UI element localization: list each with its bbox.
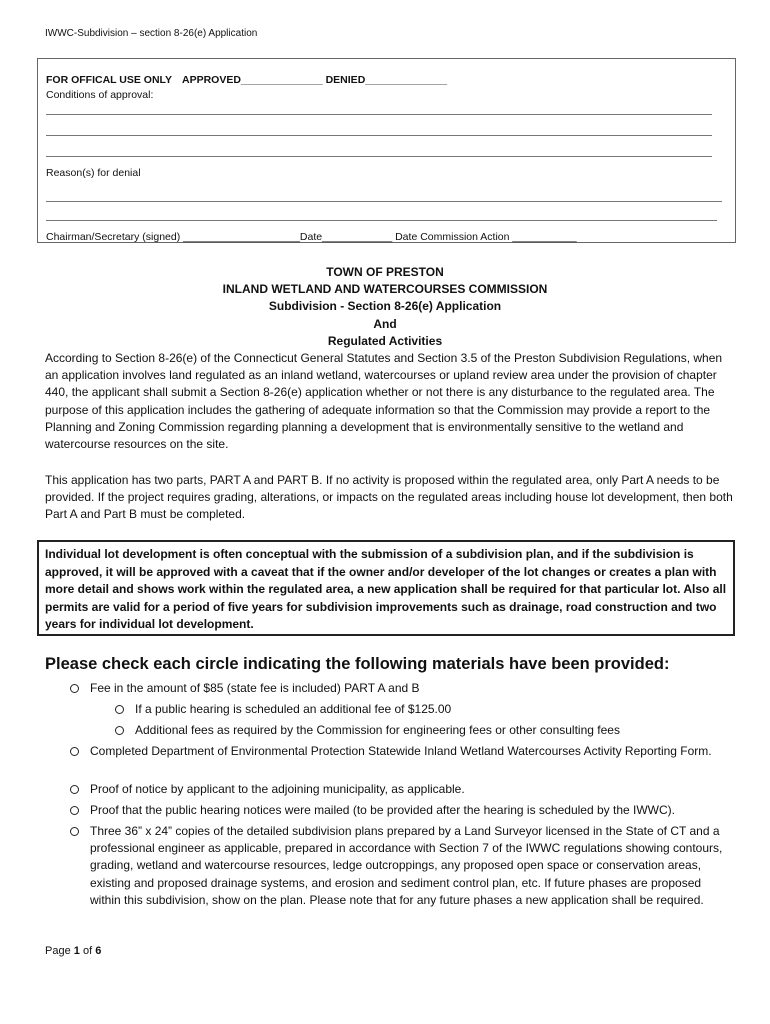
signature-line: Chairman/Secretary (signed) ____________________Date____________ Date Commission Action ___________	[46, 231, 577, 243]
reasons-line-1[interactable]	[46, 201, 722, 202]
checklist-item	[115, 722, 735, 739]
of-word: of	[82, 945, 93, 957]
running-header: IWWC-Subdivision – section 8-26(e) Application	[45, 28, 258, 39]
checklist-item-text: Fee in the amount of $85 (state fee is included) PART A and B	[90, 681, 420, 695]
title-commission: INLAND WETLAND AND WATERCOURSES COMMISSION	[222, 282, 548, 296]
title-town: TOWN OF PRESTON	[326, 265, 444, 279]
check-circle[interactable]	[70, 747, 79, 756]
reasons-line-2[interactable]	[46, 220, 717, 221]
checklist-item	[70, 823, 735, 909]
checklist-item-text: If a public hearing is scheduled an additional fee of $125.00	[135, 702, 452, 716]
title-and: And	[373, 317, 397, 331]
conditions-line-2[interactable]	[46, 135, 712, 136]
page-word: Page	[45, 945, 71, 957]
intro-paragraph: According to Section 8-26(e) of the Connecticut General Statutes and Section 3.5 of the Preston Subdivision Regulations, when an application involves land regulated as an inland wetland, watercourses or upland review area under the provision of chapter 440, the applicant shall submit a Section 8-26(e) application whether or not there is any disturbance to the regulated area. The purpose of this application includes the gathering of adequate information so that the Commission may provide a report to the Planning and Zoning Commission regarding planning a development that is environmentally sensitive to the wetland and watercourse resources on the site.	[45, 351, 723, 452]
checklist-item	[70, 781, 735, 798]
checklist-item-text: Proof that the public hearing notices were mailed (to be provided after the hearing is scheduled by the IWWC).	[90, 803, 675, 817]
conditions-label: Conditions of approval:	[46, 89, 154, 101]
reasons-label: Reason(s) for denial	[46, 167, 141, 179]
check-circle[interactable]	[70, 827, 79, 836]
checklist-item	[70, 802, 750, 819]
checklist-item-text: Three 36” x 24” copies of the detailed subdivision plans prepared by a Land Surveyor licensed in the State of CT and a professional engineer as applicable, prepared in accordance with Section 7 of the IWWC regulations showing contours, grading, wetland and watercourse resources, ledge outcroppings, any proposed open space or conservation areas, existing and proposed drainage systems, and erosion and sediment control plan, etc. If future phases are proposed within this subdivision, show on the plan. Please note that for any future phases a new application shall be required.	[90, 824, 723, 907]
title-regulated: Regulated Activities	[327, 334, 443, 348]
page-number: 1	[73, 945, 80, 957]
check-circle[interactable]	[70, 684, 79, 693]
checklist-item-text: Proof of notice by applicant to the adjoining municipality, as applicable.	[90, 782, 465, 796]
checklist-item	[70, 743, 735, 760]
title-application: Subdivision - Section 8-26(e) Application	[268, 299, 502, 313]
check-circle[interactable]	[70, 785, 79, 794]
checklist-heading: Please check each circle indicating the following materials have been provided:	[45, 655, 670, 673]
check-circle[interactable]	[115, 705, 124, 714]
official-use-box	[37, 58, 736, 243]
check-circle[interactable]	[70, 806, 79, 815]
checklist-item	[70, 680, 735, 697]
conditions-line-3[interactable]	[46, 156, 712, 157]
notice-box: Individual lot development is often conceptual with the submission of a subdivision plan, and if the subdivision is approved, it will be approved with a caveat that if the owner and/or developer of the lot changes or creates a plan with more detail and shows work within the regulated area, a new application shall be required for that particular lot. Also all permits are valid for a period of five years for subdivision improvements such as drainage, road construction and two years for individual lot development.	[37, 540, 735, 636]
page-total: 6	[95, 945, 102, 957]
parts-paragraph: This application has two parts, PART A and PART B. If no activity is proposed within the regulated area, only Part A needs to be provided. If the project requires grading, alterations, or impacts on the regulated areas including house lot development, then both Part A and Part B must be completed.	[45, 473, 733, 522]
checklist-item-text: Completed Department of Environmental Protection Statewide Inland Wetland Watercourses Activity Reporting Form.	[90, 744, 712, 758]
conditions-line-1[interactable]	[46, 114, 712, 115]
check-circle[interactable]	[115, 726, 124, 735]
approved-denied-line: APPROVED______________ DENIED______________	[182, 74, 448, 86]
official-use-label: FOR OFFICAL USE ONLY	[46, 74, 173, 86]
checklist-item	[115, 701, 735, 718]
page-footer	[45, 945, 101, 957]
checklist-item-text: Additional fees as required by the Commission for engineering fees or other consulting fees	[135, 723, 620, 737]
